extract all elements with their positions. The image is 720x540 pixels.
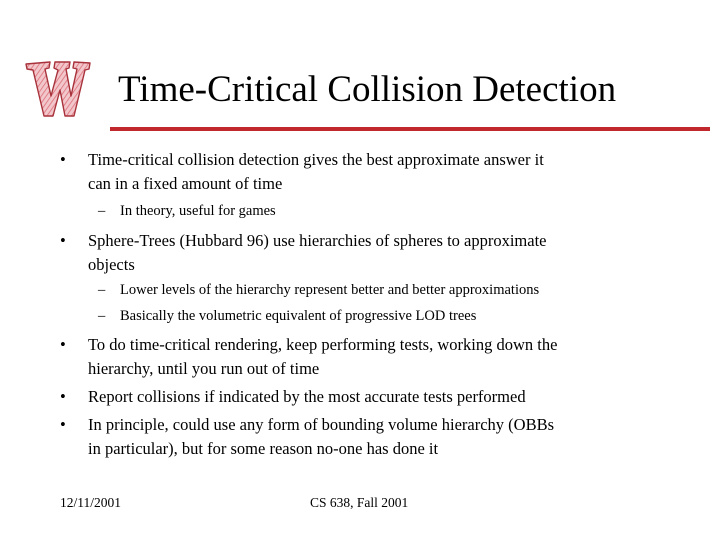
list-item	[60, 413, 555, 436]
footer-date: 12/11/2001	[60, 495, 122, 510]
bullet-icon: •	[60, 387, 66, 406]
dash-icon: –	[98, 308, 106, 324]
list-item	[60, 385, 526, 408]
sub-list-item	[98, 201, 276, 222]
wisconsin-w-logo-icon	[20, 56, 94, 122]
bullet-text-continued: hierarchy, until you run out of time	[88, 359, 320, 378]
sub-bullet-text: Basically the volumetric equivalent of progressive LOD trees	[120, 308, 477, 324]
bullet-text: Sphere-Trees (Hubbard 96) use hierarchies of spheres to approximate	[88, 231, 547, 250]
list-item	[60, 148, 544, 171]
list-item	[60, 333, 558, 356]
footer-course: CS 638, Fall 2001	[310, 495, 409, 510]
sub-list-item	[98, 280, 540, 301]
sub-bullet-text: In theory, useful for games	[120, 203, 276, 219]
bullet-text: Time-critical collision detection gives the best approximate answer it	[88, 150, 544, 169]
sub-list-item	[98, 306, 477, 327]
title-underline	[110, 127, 710, 131]
bullet-text: To do time-critical rendering, keep performing tests, working down the	[88, 335, 558, 354]
bullet-text-continued: objects	[88, 255, 135, 274]
bullet-icon: •	[60, 231, 66, 250]
slide-title: Time-Critical Collision Detection	[118, 69, 617, 110]
bullet-text: In principle, could use any form of bounding volume hierarchy (OBBs	[88, 415, 555, 434]
bullet-text: Report collisions if indicated by the most accurate tests performed	[88, 387, 526, 406]
bullet-icon: •	[60, 415, 66, 434]
bullet-icon: •	[60, 335, 66, 354]
bullet-text-continued: in particular), but for some reason no-one has done it	[88, 439, 439, 458]
dash-icon: –	[98, 203, 106, 219]
sub-bullet-text: Lower levels of the hierarchy represent better and better approximations	[120, 282, 540, 298]
list-item	[60, 229, 547, 252]
dash-icon: –	[98, 282, 106, 298]
bullet-text-continued: can in a fixed amount of time	[88, 174, 283, 193]
bullet-icon: •	[60, 150, 66, 169]
